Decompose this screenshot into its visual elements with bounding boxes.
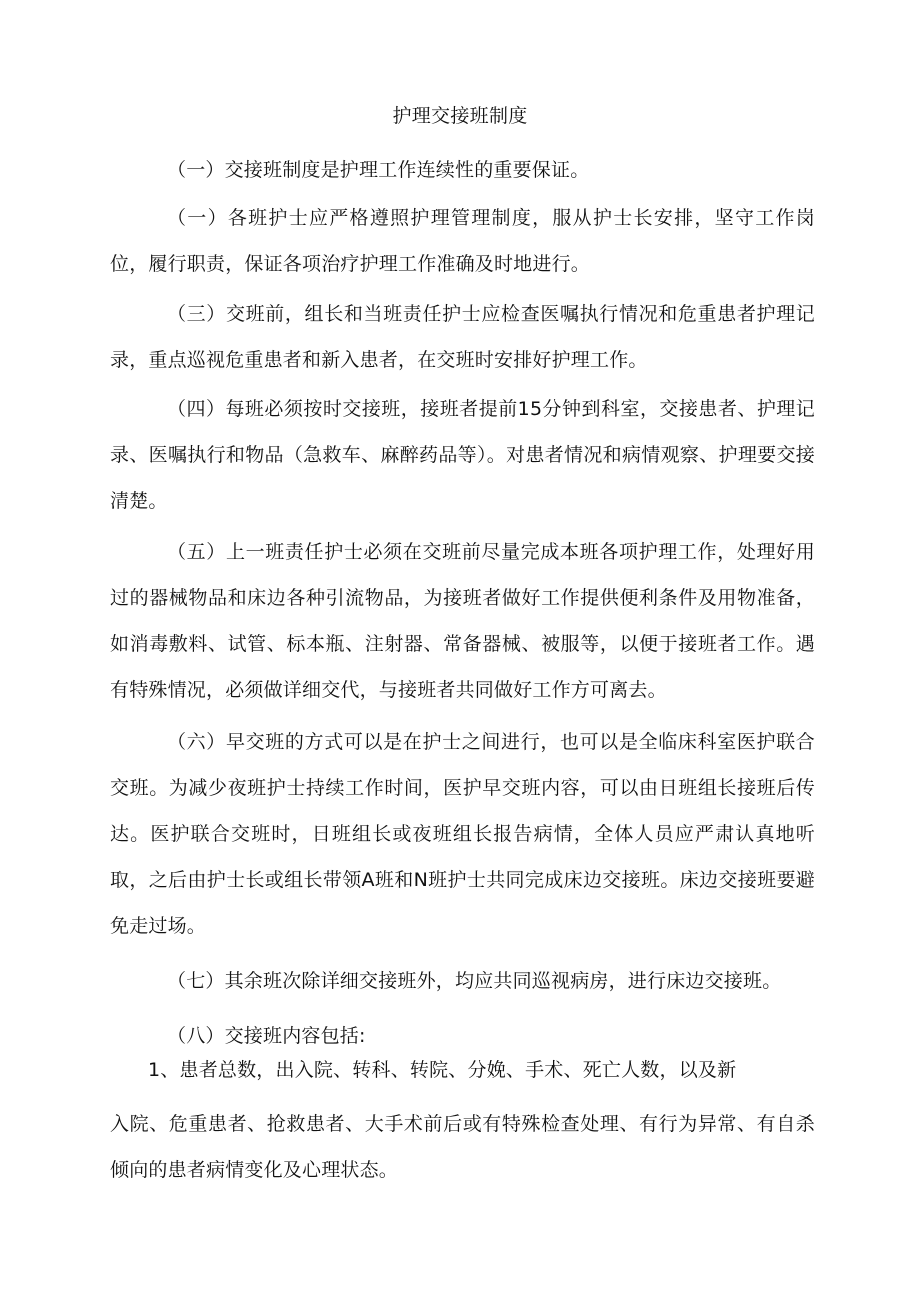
list-item-1-continuation: 入院、危重患者、抢救患者、大手术前后或有特殊检查处理、有行为异常、有自杀倾向的患者病情变化及心理状态。 xyxy=(110,1113,815,1181)
paragraph-7: （七）其余班次除详细交接班外，均应共同巡视病房，进行床边交接班。 xyxy=(167,970,782,992)
paragraph-2: （一）各班护士应严格遵照护理管理制度，服从护士长安排，坚守工作岗位，履行职责，保证各项治疗护理工作准确及时地进行。 xyxy=(110,207,815,275)
document-title: 护理交接班制度 xyxy=(392,105,528,127)
list-item-1-first-line: 1、患者总数，出入院、转科、转院、分娩、手术、死亡人数，以及新 xyxy=(148,1059,737,1081)
paragraph-6: （六）早交班的方式可以是在护士之间进行，也可以是全临床科室医护联合交班。为减少夜班护士持续工作时间，医护早交班内容，可以由日班组长接班后传达。医护联合交班时，日班组长或夜班组长报告病情，全体人员应严肃认真地听取，之后由护士长或组长带领A班和N班护士共同完成床边交接班。床边交接班要避免走过场。 xyxy=(110,731,815,937)
paragraph-1: （一）交接班制度是护理工作连续性的重要保证。 xyxy=(167,159,590,181)
paragraph-5: （五）上一班责任护士必须在交班前尽量完成本班各项护理工作，处理好用过的器械物品和床边各种引流物品，为接班者做好工作提供便利条件及用物准备，如消毒敷料、试管、标本瓶、注射器、常备器械、被服等，以便于接班者工作。遇有特殊情况，必须做详细交代，与接班者共同做好工作方可离去。 xyxy=(110,541,815,701)
paragraph-4: （四）每班必须按时交接班，接班者提前15分钟到科室，交接患者、护理记录、医嘱执行和物品（急救车、麻醉药品等）。对患者情况和病情观察、护理要交接清楚。 xyxy=(110,398,815,512)
paragraph-3: （三）交班前，组长和当班责任护士应检查医嘱执行情况和危重患者护理记录，重点巡视危重患者和新入患者，在交班时安排好护理工作。 xyxy=(110,303,815,371)
paragraph-8: （八）交接班内容包括: xyxy=(167,1025,366,1047)
